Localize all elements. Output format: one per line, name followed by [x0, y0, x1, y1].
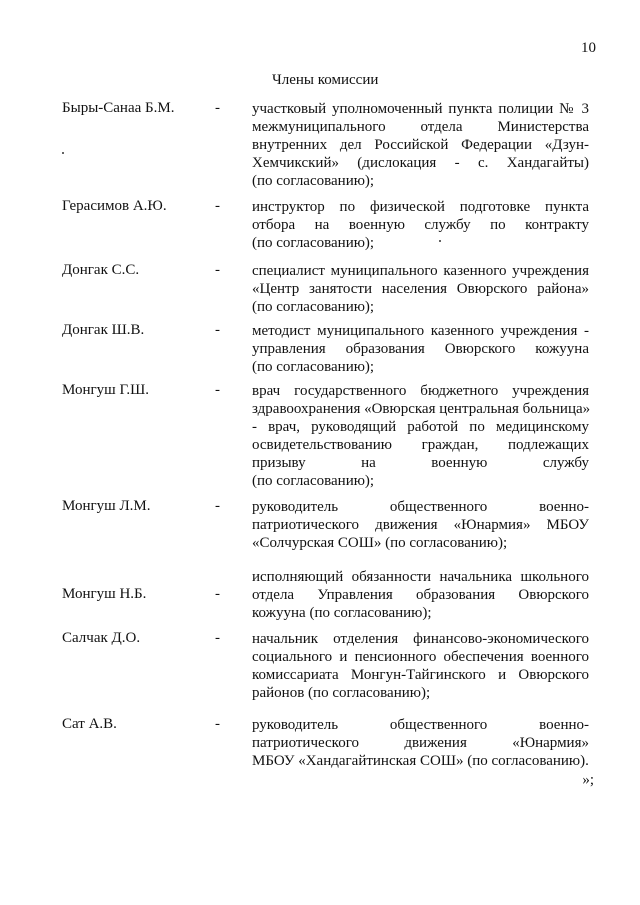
member-dash: -: [215, 100, 220, 116]
member-description-line: - врач, руководящий работой по медицинскому: [252, 419, 589, 435]
member-description: [252, 198, 589, 252]
member-description-line: отдела Управления образования Овюрского: [252, 587, 589, 603]
member-description-line: управления образования Овюрского кожууна: [252, 341, 589, 357]
member-description: [252, 262, 589, 316]
member-dash: -: [215, 198, 220, 214]
member-description-line: Хемчикский» (дислокация - с. Хандагайты): [252, 155, 589, 171]
section-heading: Члены комиссии: [272, 72, 379, 88]
member-description-line: врач государственного бюджетного учреждения: [252, 383, 589, 399]
member-dash: -: [215, 322, 220, 338]
member-description-line: (по согласованию);: [252, 173, 375, 189]
member-description: [252, 568, 589, 622]
member-dash: -: [215, 630, 220, 646]
member-description-line: специалист муниципального казенного учреждения: [252, 263, 589, 279]
member-description-line: МБОУ «Хандагайтинская СОШ» (по согласованию).: [252, 753, 589, 769]
member-description-line: «Центр занятости населения Овюрского района»: [252, 281, 589, 297]
member-description-line: освидетельствованию граждан, подлежащих: [252, 437, 589, 453]
member-description-line: внутренних дел Российской Федерации «Дзун-: [252, 137, 589, 153]
member-description-line: отбора на военную службу по контракту: [252, 217, 589, 233]
member-description-line: инструктор по физической подготовке пункта: [252, 199, 589, 215]
member-description-line: районов (по согласованию);: [252, 685, 431, 701]
member-name: Салчак Д.О.: [62, 630, 141, 646]
page-number: 10: [581, 40, 596, 56]
member-description-line: здравоохранения «Овюрская центральная больница»: [252, 401, 591, 417]
member-description-line: начальник отделения финансово-экономического: [252, 631, 589, 647]
member-description-line: комиссариата Монгун-Тайгинского и Овюрского: [252, 667, 589, 683]
member-description-line: межмуниципального отдела Министерства: [252, 119, 589, 135]
member-description-line: призыву на военную службу: [252, 455, 589, 471]
member-description-line: участковый уполномоченный пункта полиции № 3: [252, 101, 589, 117]
member-name: Донгак С.С.: [62, 262, 140, 278]
member-name: Монгуш Г.Ш.: [62, 382, 150, 398]
member-dash: -: [215, 586, 220, 602]
member-description-line: руководитель общественного военно-: [252, 717, 589, 733]
member-description: [252, 630, 589, 702]
member-description-line: руководитель общественного военно-: [252, 499, 589, 515]
member-description-line: (по согласованию);: [252, 359, 375, 375]
member-description: [252, 322, 589, 376]
member-description-line: патриотического движения «Юнармия» МБОУ: [252, 517, 589, 533]
member-description: [252, 382, 589, 490]
member-description: [252, 716, 589, 770]
member-description-line: (по согласованию);: [252, 235, 375, 251]
member-description-line: кожууна (по согласованию);: [252, 605, 432, 621]
closing-quote: »;: [582, 772, 594, 788]
member-dash: -: [215, 498, 220, 514]
member-description-line: методист муниципального казенного учреждения -: [252, 323, 589, 339]
member-name: Быры-Санаа Б.М.: [62, 100, 175, 116]
member-name: Донгак Ш.В.: [62, 322, 145, 338]
member-description-line: (по согласованию);: [252, 299, 375, 315]
member-description: [252, 100, 589, 190]
member-name: Сат А.В.: [62, 716, 117, 732]
member-name: Монгуш Н.Б.: [62, 586, 147, 602]
member-description-line: исполняющий обязанности начальника школьного: [252, 569, 589, 585]
member-description: [252, 498, 589, 552]
member-description-line: социального и пенсионного обеспечения военного: [252, 649, 589, 665]
scan-artifact-dot: [62, 152, 64, 154]
member-dash: -: [215, 262, 220, 278]
member-dash: -: [215, 382, 220, 398]
member-description-line: «Солчурская СОШ» (по согласованию);: [252, 535, 508, 551]
member-description-line: (по согласованию);: [252, 473, 375, 489]
member-description-line: патриотического движения «Юнармия»: [252, 735, 589, 751]
member-dash: -: [215, 716, 220, 732]
member-name: Монгуш Л.М.: [62, 498, 151, 514]
member-name: Герасимов А.Ю.: [62, 198, 167, 214]
